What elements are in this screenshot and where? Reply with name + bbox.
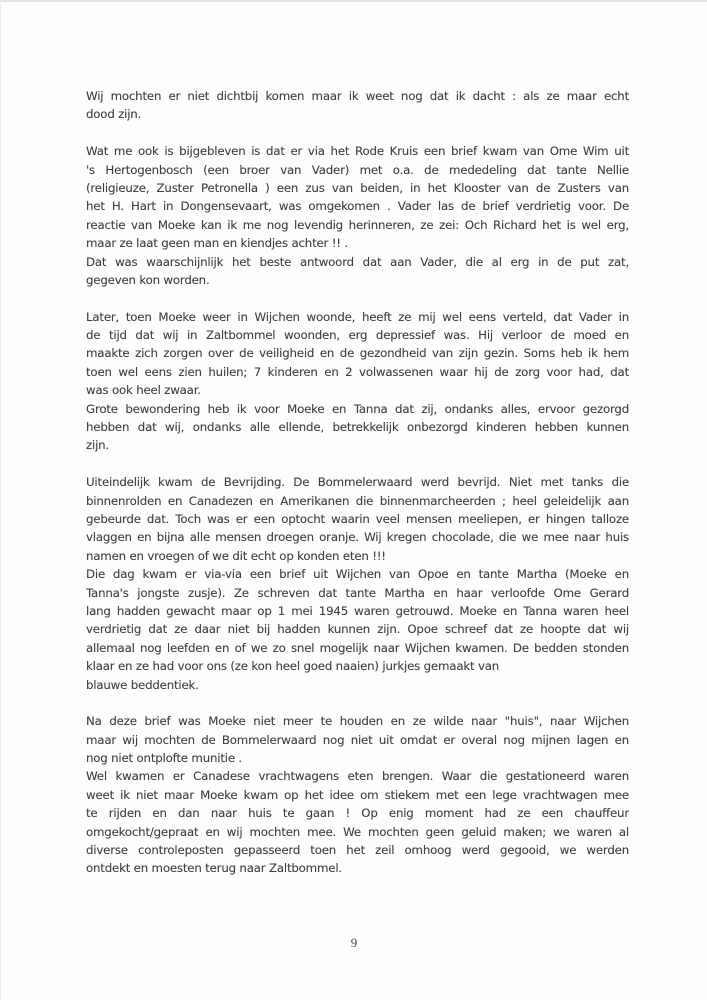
paragraph xyxy=(86,473,629,694)
text-line: omgekocht/gepraat en wij mochten mee. We mochten geen geluid maken; we waren al xyxy=(86,824,629,839)
text-line: hebben dat wij, ondanks alle ellende, betrekkelijk onbezorgd kinderen hebben kunnen xyxy=(86,420,629,435)
text-line: dood zijn. xyxy=(86,107,142,122)
text-line: was ook heel zwaar. xyxy=(86,383,201,398)
text-line: vlaggen en bijna alle mensen droegen oranje. Wij kregen chocolade, die we mee naar huis xyxy=(86,530,629,545)
text-line: Grote bewondering heb ik voor Moeke en Tanna dat zij, ondanks alles, ervoor gezorgd xyxy=(86,401,629,416)
text-line: reactie van Moeke kan ik me nog levendig herinneren, ze zei: Och Richard het is wel erg, xyxy=(86,217,629,232)
text-line: Later, toen Moeke weer in Wijchen woonde, heeft ze mij wel eens verteld, dat Vader in xyxy=(86,309,629,324)
document-text xyxy=(86,87,629,896)
text-line: lang hadden gewacht maar op 1 mei 1945 waren getrouwd. Moeke en Tanna waren heel xyxy=(86,603,629,618)
text-line: Na deze brief was Moeke niet meer te houden en ze wilde naar "huis", naar Wijchen xyxy=(86,714,629,729)
text-line: Die dag kwam er via-via een brief uit Wijchen van Opoe en tante Martha (Moeke en xyxy=(86,567,629,582)
text-line: blauwe beddentiek. xyxy=(86,677,199,692)
text-line: Tanna's jongste zusje). Ze schreven dat tante Martha en haar verloofde Ome Gerard xyxy=(86,585,629,600)
text-line: namen en vroegen of we dit echt op konden eten !!! xyxy=(86,548,386,563)
text-line: Dat was waarschijnlijk het beste antwoord dat aan Vader, die al erg in de put zat, xyxy=(86,254,629,269)
text-line: diverse controleposten gepasseerd toen het zeil omhoog werd gegooid, we werden xyxy=(86,843,629,858)
text-line: Wel kwamen er Canadese vrachtwagens eten brengen. Waar die gestationeerd waren xyxy=(86,769,629,784)
text-line: klaar en ze had voor ons (ze kon heel goed naaien) jurkjes gemaakt van xyxy=(86,659,500,674)
paragraph xyxy=(86,142,629,289)
text-line: de tijd dat wij in Zaltbommel woonden, erg depressief was. Hij verloor de moed en xyxy=(86,328,629,343)
text-line: Wij mochten er niet dichtbij komen maar ik weet nog dat ik dacht : als ze maar echt xyxy=(86,89,629,103)
text-line: nog niet ontplofte munitie . xyxy=(86,751,242,766)
paragraph xyxy=(86,308,629,455)
text-line: 's Hertogenbosch (een broer van Vader) met o.a. de mededeling dat tante Nellie xyxy=(86,162,629,177)
text-line: maar wij mochten de Bommelerwaard nog niet uit omdat er overal nog mijnen lagen en xyxy=(86,732,629,747)
text-line: gebeurde dat. Toch was er een optocht waarin veel mensen meeliepen, er hingen talloze xyxy=(86,511,629,526)
text-line: het H. Hart in Dongensevaart, was omgekomen . Vader las de brief verdrietig voor. De xyxy=(86,199,629,214)
page-number: 9 xyxy=(350,935,358,950)
paragraph xyxy=(86,87,629,124)
text-line: te rijden en dan naar huis te gaan ! Op enig moment had ze een chauffeur xyxy=(86,806,629,821)
text-line: (religieuze, Zuster Petronella ) een zus van beiden, in het Klooster van de Zusters van xyxy=(86,180,629,195)
paragraph xyxy=(86,712,629,878)
text-line: maar ze laat geen man en kiendjes achter !! . xyxy=(86,236,348,251)
text-line: Wat me ook is bijgebleven is dat er via het Rode Kruis een brief kwam van Ome Wim uit xyxy=(86,144,629,159)
text-line: allemaal nog leefden en of we zo snel mogelijk naar Wijchen kwamen. De bedden stonden xyxy=(86,640,629,655)
text-line: Uiteindelijk kwam de Bevrijding. De Bommelerwaard werd bevrijd. Niet met tanks die xyxy=(86,475,629,490)
text-line: weet ik niet maar Moeke kwam op het idee om stiekem met een lege vrachtwagen mee xyxy=(86,787,629,802)
text-line: gegeven kon worden. xyxy=(86,272,210,287)
text-line: binnenrolden en Canadezen en Amerikanen die binnenmarcheerden ; heel geleidelijk aan xyxy=(86,493,629,508)
text-line: maakte zich zorgen over de veiligheid en de gezondheid van zijn gezin. Soms heb ik hem xyxy=(86,346,629,361)
text-line: verdrietig dat ze daar niet bij hadden kunnen zijn. Opoe schreef dat ze hoopte dat wij xyxy=(86,622,629,637)
text-line: toen wel eens zien huilen; 7 kinderen en 2 volwassenen waar hij de zorg voor had, dat xyxy=(86,364,629,379)
text-line: zijn. xyxy=(86,438,109,453)
text-line: ontdekt en moesten terug naar Zaltbommel. xyxy=(86,861,342,876)
